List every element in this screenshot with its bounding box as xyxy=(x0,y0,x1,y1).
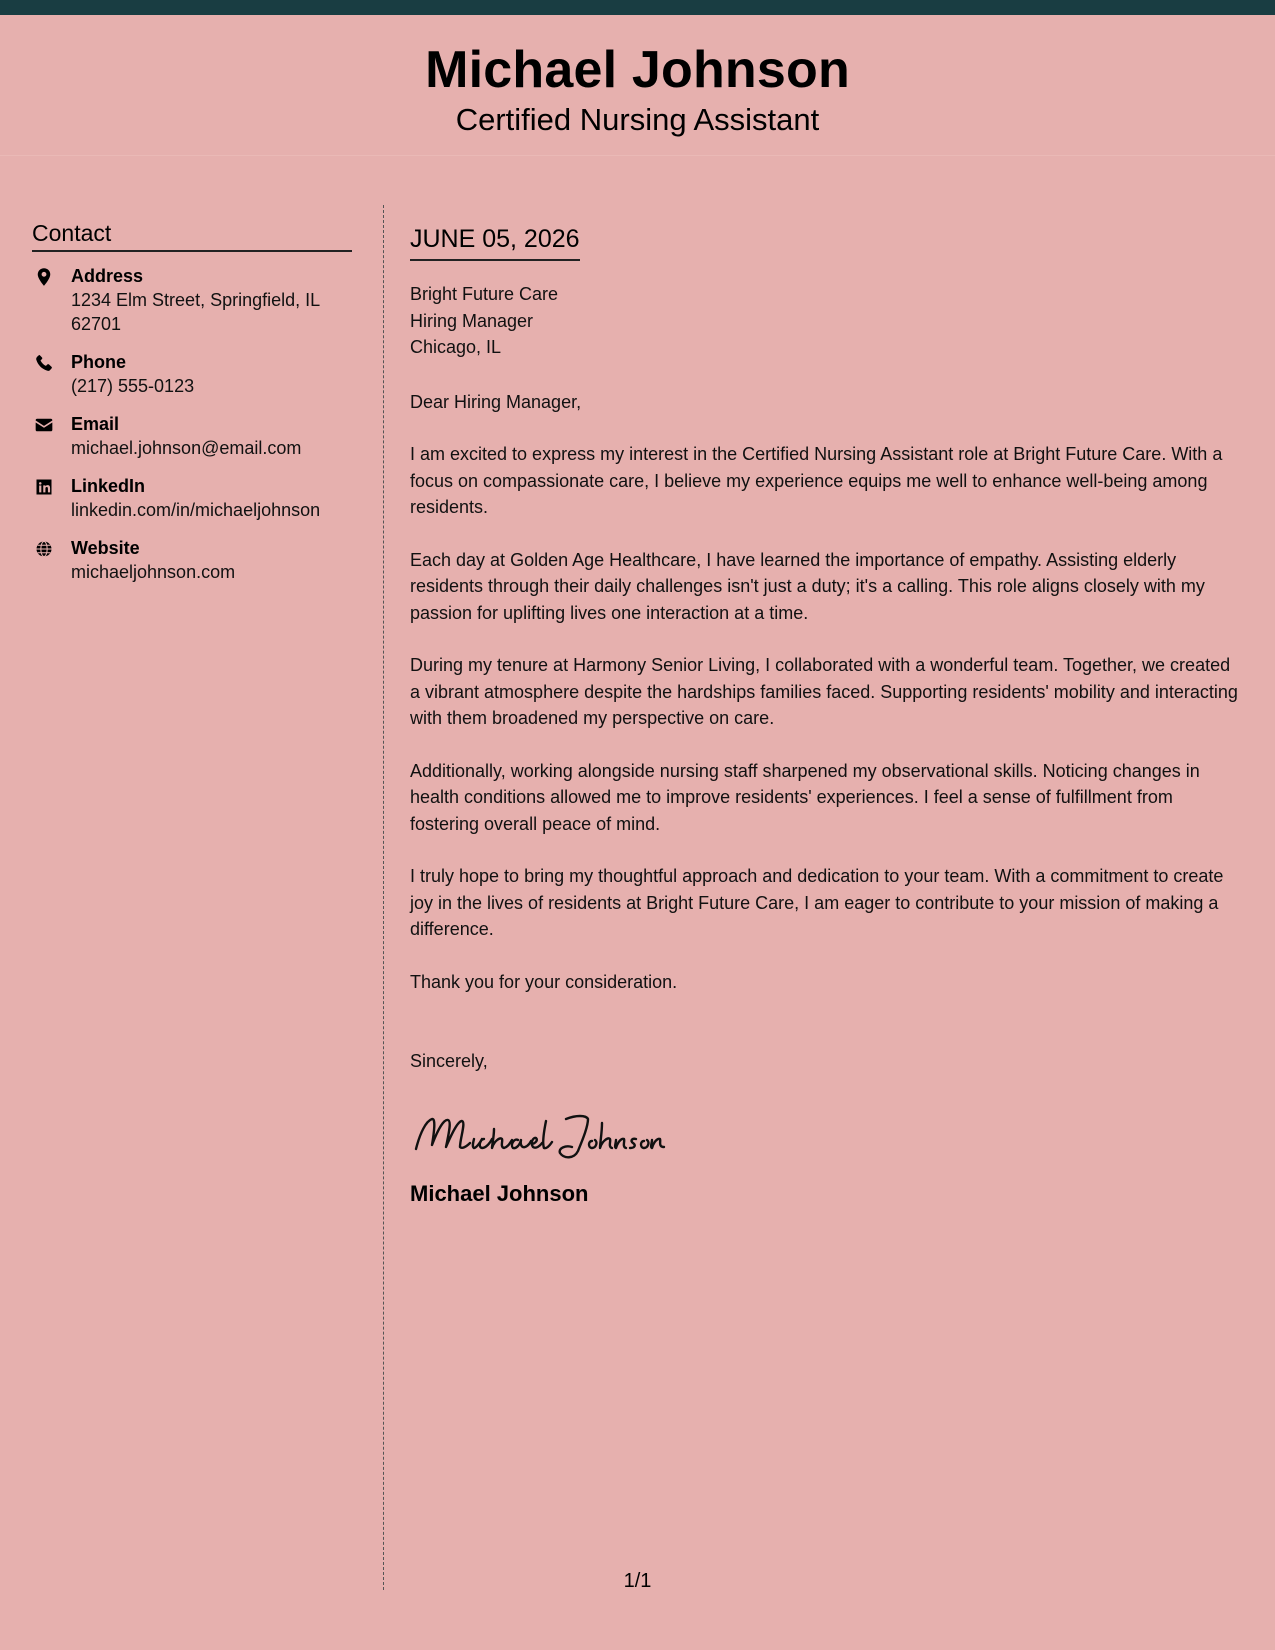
page-number: 1/1 xyxy=(623,1570,652,1592)
letter-date: JUNE 05, 2026 xyxy=(410,224,580,261)
contact-item-website xyxy=(32,536,352,584)
signer-name: Michael Johnson xyxy=(410,1180,589,1206)
globe-icon xyxy=(34,539,54,559)
recipient-role: Hiring Manager xyxy=(410,310,534,331)
linkedin-label: LinkedIn xyxy=(71,476,146,497)
contact-sidebar xyxy=(32,220,352,598)
email-value: michael.johnson@email.com xyxy=(71,438,302,459)
phone-value: (217) 555-0123 xyxy=(71,376,195,397)
phone-label: Phone xyxy=(71,352,127,373)
contact-item-phone xyxy=(32,350,352,398)
recipient-block xyxy=(410,281,1245,361)
thanks-line: Thank you for your consideration. xyxy=(410,971,678,992)
recipient-location: Chicago, IL xyxy=(410,337,502,357)
column-divider xyxy=(383,205,384,1590)
letter-body xyxy=(410,224,1245,1207)
paragraph-1: I am excited to express my interest in the Certified Nursing Assistant role at Bright Future Care. With a focus on compassionate care, I believe my experience equips me well to enhance well-being among residents. xyxy=(410,444,1223,517)
handwritten-signature xyxy=(410,1103,1245,1163)
website-label: Website xyxy=(71,538,140,559)
paragraph-5: I truly hope to bring my thoughtful approach and dedication to your team. With a commitment to create joy in the lives of residents at Bright Future Care, I am eager to contribute to your mission of making a difference. xyxy=(410,866,1224,939)
top-accent-bar xyxy=(0,0,1275,15)
letter-header xyxy=(0,15,1275,156)
envelope-icon xyxy=(34,415,54,435)
linkedin-value: linkedin.com/in/michaeljohnson xyxy=(71,500,321,521)
contact-item-email xyxy=(32,412,352,460)
applicant-name: Michael Johnson xyxy=(425,41,850,99)
address-value: 1234 Elm Street, Springfield, IL 62701 xyxy=(71,290,320,335)
contact-heading: Contact xyxy=(32,220,352,252)
linkedin-icon xyxy=(34,477,54,497)
address-label: Address xyxy=(71,266,144,287)
closing-line: Sincerely, xyxy=(410,1051,488,1071)
phone-icon xyxy=(34,353,54,373)
paragraph-4: Additionally, working alongside nursing staff sharpened my observational skills. Noticing changes in health conditions allowed me to improve residents' experiences. I feel a sense of fulfillment from fostering overall peace of mind. xyxy=(410,760,1200,834)
contact-item-address xyxy=(32,264,352,336)
contact-item-linkedin xyxy=(32,474,352,522)
email-label: Email xyxy=(71,414,120,435)
paragraph-2: Each day at Golden Age Healthcare, I have learned the importance of empathy. Assisting elderly residents through their daily challenges isn't just a duty; it's a calling. This role aligns closely with my passion for uplifting lives one interaction at a time. xyxy=(410,549,1205,623)
applicant-title: Certified Nursing Assistant xyxy=(455,102,820,137)
recipient-company: Bright Future Care xyxy=(410,284,559,304)
salutation: Dear Hiring Manager, xyxy=(410,391,582,412)
paragraph-3: During my tenure at Harmony Senior Living, I collaborated with a wonderful team. Together, we created a vibrant atmosphere despite the hardships families faced. Supporting residents' mobility and interacting with them broadened my perspective on care. xyxy=(410,655,1238,728)
map-pin-icon xyxy=(34,267,54,287)
website-value: michaeljohnson.com xyxy=(71,562,236,583)
